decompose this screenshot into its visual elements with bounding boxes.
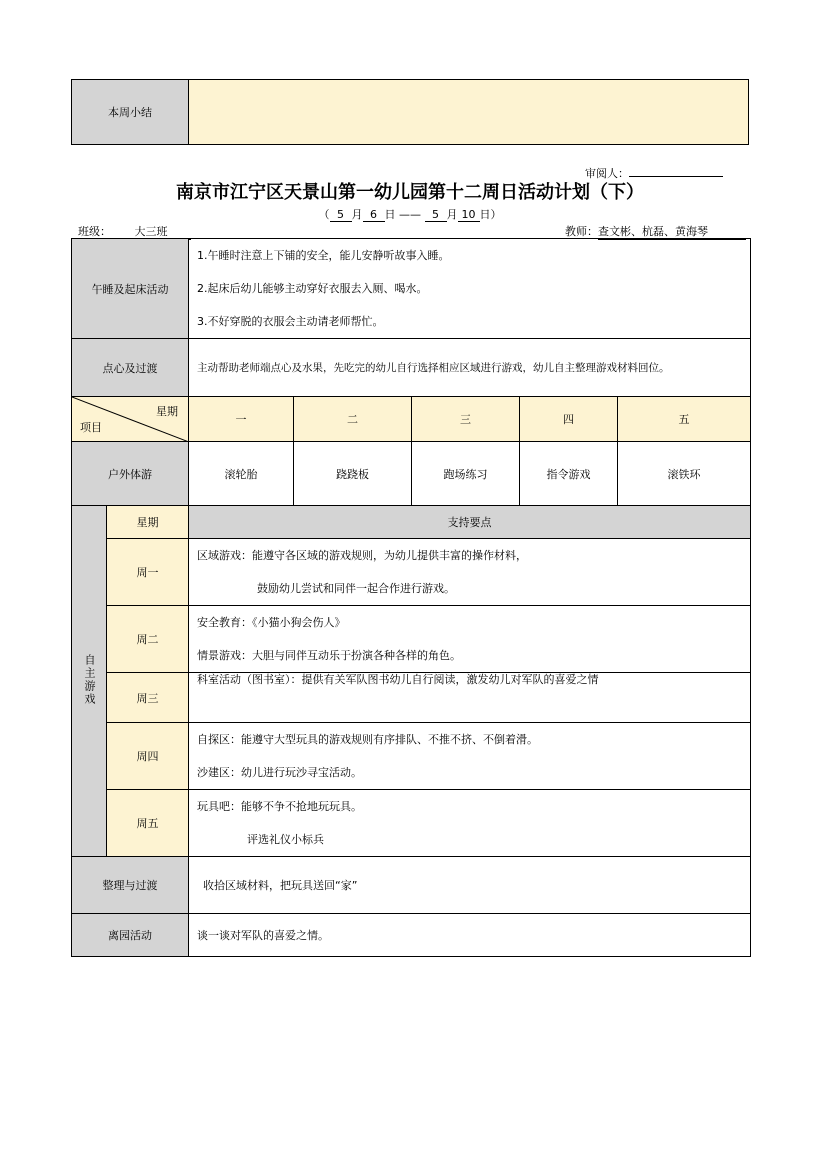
outdoor-wednesday: 跑场练习 bbox=[412, 442, 520, 506]
free-play-points: 自探区：能遵守大型玩具的游戏规则有序排队、不推不挤、不倒着滑。 沙建区：幼儿进行玩沙寻宝活动。 bbox=[189, 723, 751, 790]
date-range: （ 5 月 6 日 —— 5 月 10 日） bbox=[318, 208, 502, 221]
nap-row bbox=[72, 239, 751, 339]
free-play-day: 周四 bbox=[107, 723, 189, 790]
weekly-summary-label: 本周小结 bbox=[72, 80, 189, 145]
teacher-names: 查文彬、杭磊、黄海琴 bbox=[598, 223, 746, 240]
teacher-info: 教师：查文彬、杭磊、黄海琴 bbox=[565, 223, 746, 240]
day-wednesday: 三 bbox=[412, 397, 520, 442]
free-play-row bbox=[72, 673, 751, 723]
leave-content: 谈一谈对军队的喜爱之情。 bbox=[189, 914, 751, 957]
week-header-top-label: 星期 bbox=[156, 405, 178, 418]
free-play-points: 科室活动（图书室）：提供有关军队图书幼儿自行阅读，激发幼儿对军队的喜爱之情 bbox=[189, 673, 751, 723]
outdoor-label: 户外体游 bbox=[72, 442, 189, 506]
free-play-points: 区域游戏：能遵守各区域的游戏规则，为幼儿提供丰富的操作材料， 鼓励幼儿尝试和同伴一起合作进行游戏。 bbox=[189, 539, 751, 606]
tidy-content: 收拾区域材料，把玩具送回“家” bbox=[189, 857, 751, 914]
day-tuesday: 二 bbox=[294, 397, 412, 442]
leave-row bbox=[72, 914, 751, 957]
tidy-row bbox=[72, 857, 751, 914]
page-title: 南京市江宁区天景山第一幼儿园第十二周日活动计划（下） bbox=[176, 182, 644, 203]
day-friday: 五 bbox=[618, 397, 751, 442]
outdoor-tuesday: 跷跷板 bbox=[294, 442, 412, 506]
free-play-row bbox=[72, 790, 751, 857]
reviewer-label: 审阅人： bbox=[585, 167, 629, 180]
outdoor-row bbox=[72, 442, 751, 506]
nap-label: 午睡及起床活动 bbox=[72, 239, 189, 339]
free-play-row bbox=[72, 539, 751, 606]
activity-plan-table bbox=[71, 238, 751, 957]
reviewer-field[interactable] bbox=[629, 164, 723, 177]
end-day: 10 bbox=[458, 208, 480, 222]
outdoor-thursday: 指令游戏 bbox=[520, 442, 618, 506]
nap-content: 1.午睡时注意上下铺的安全，能儿安静听故事入睡。 2.起床后幼儿能够主动穿好衣服去入厕、喝水。 3.不好穿脱的衣服会主动请老师帮忙。 bbox=[189, 239, 751, 339]
tidy-label: 整理与过渡 bbox=[72, 857, 189, 914]
end-month: 5 bbox=[425, 208, 447, 222]
class-info: 班级： 大三班 bbox=[78, 223, 191, 240]
snack-content: 主动帮助老师端点心及水果，先吃完的幼儿自行选择相应区域进行游戏，幼儿自主整理游戏材料回位。 bbox=[189, 339, 751, 397]
snack-row bbox=[72, 339, 751, 397]
class-name: 大三班 bbox=[111, 223, 191, 240]
free-play-day: 周一 bbox=[107, 539, 189, 606]
leave-label: 离园活动 bbox=[72, 914, 189, 957]
snack-label: 点心及过渡 bbox=[72, 339, 189, 397]
weekly-summary-table bbox=[71, 79, 749, 145]
free-play-header-row bbox=[72, 506, 751, 539]
free-play-day: 周二 bbox=[107, 606, 189, 673]
week-header-row bbox=[72, 397, 751, 442]
start-month: 5 bbox=[330, 208, 352, 222]
start-day: 6 bbox=[363, 208, 385, 222]
free-play-row bbox=[72, 606, 751, 673]
free-play-day: 周五 bbox=[107, 790, 189, 857]
day-thursday: 四 bbox=[520, 397, 618, 442]
free-play-day: 周三 bbox=[107, 673, 189, 723]
outdoor-monday: 滚轮胎 bbox=[189, 442, 294, 506]
weekly-summary-content[interactable] bbox=[189, 80, 749, 145]
free-play-points: 安全教育：《小猫小狗会伤人》 情景游戏：大胆与同伴互动乐于扮演各种各样的角色。 bbox=[189, 606, 751, 673]
free-play-day-header: 星期 bbox=[107, 506, 189, 539]
free-play-label: 自主游戏 bbox=[72, 506, 107, 857]
day-monday: 一 bbox=[189, 397, 294, 442]
free-play-points: 玩具吧：能够不争不抢地玩玩具。 评选礼仪小标兵 bbox=[189, 790, 751, 857]
free-play-row bbox=[72, 723, 751, 790]
free-play-points-header: 支持要点 bbox=[189, 506, 751, 539]
outdoor-friday: 滚铁环 bbox=[618, 442, 751, 506]
week-header-bottom-label: 项目 bbox=[80, 421, 102, 434]
week-header-corner bbox=[72, 397, 189, 442]
